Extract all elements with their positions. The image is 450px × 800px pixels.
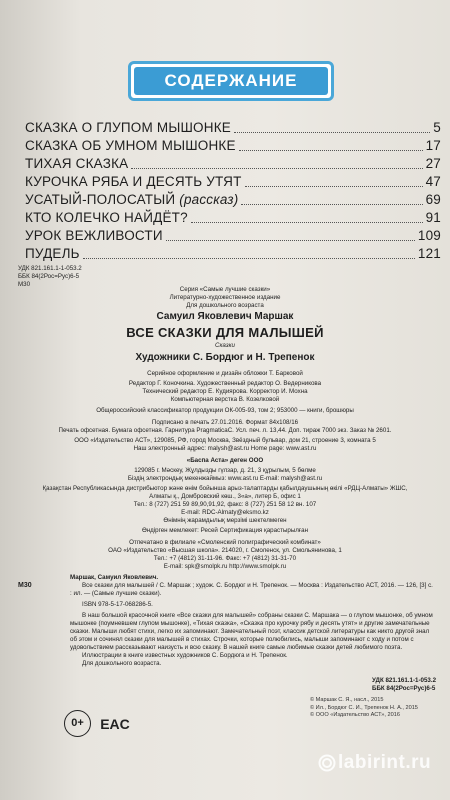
toc-entry-page: 109 [417, 228, 441, 243]
kazakh-publisher-line: Алматы қ., Домбровский көш., 3«а», литер Б, офис 1 [149, 493, 301, 500]
kazakh-publisher-line: Біздің электрондық мекенжаймыз: www.ast.ru E-mail: malysh@ast.ru [127, 475, 323, 482]
toc-entry-page: 27 [425, 156, 441, 171]
catalog-entry: Все сказки для малышей / С. Маршак ; худож. С. Бордюг и Н. Трепенок. — Москва : Издательство АСТ, 2016. — 126, [3] с. : ил. — (Самые лучшие сказки). [70, 582, 433, 597]
toc-entry [25, 191, 441, 209]
print-info: Печать офсетная. Бумага офсетная. Гарнитура PragmaticaC. Усл. печ. л. 13,44. Доп. тираж 7000 экз. Заказ № 2601. [58, 427, 392, 434]
copyright-block [310, 697, 418, 720]
publisher-contacts: Наш электронный адрес: malysh@ast.ru Home page: www.ast.ru [133, 445, 317, 452]
toc-entry-title: УРОК ВЕЖЛИВОСТИ [25, 228, 163, 243]
toc-leader-dots [83, 257, 415, 259]
copyright-line: © ООО «Издательство АСТ», 2016 [310, 712, 400, 718]
toc-leader-dots [166, 239, 415, 241]
kazakh-publisher-line: 129085 г. Мәскеу, Жұлдызды гүлзар, д. 21, 3 құрылым, 5 бөлме [134, 467, 316, 474]
credit-line: Редактор Г. Коночкина. Художественный редактор О. Ведерникова [128, 380, 322, 387]
printer-line: E-mail: spk@smolpk.ru http://www.smolpk.ru [163, 563, 287, 570]
illustrators: Художники С. Бордюг и Н. Трепенок [135, 352, 315, 363]
toc-entry-title: КТО КОЛЕЧКО НАЙДЁТ? [25, 210, 188, 225]
copyright-line: © Ил., Бордюг С. И., Трепенок Н. А., 2015 [310, 704, 418, 711]
printer-line: ОАО «Издательство «Высшая школа». 214020, г. Смоленск, ул. Смольянинова, 1 [108, 547, 342, 554]
illustrations-note: Иллюстрации в книге известных художников С. Бордюга и Н. Трепенок. [82, 652, 288, 659]
toc-entry-title: СКАЗКА ОБ УМНОМ МЫШОНКЕ [25, 138, 236, 153]
toc-entry-page: 17 [425, 138, 441, 153]
toc-entry-page: 69 [425, 192, 441, 207]
annotation: В наш большой красочной книге «Все сказки для малышей» собраны сказки С. Маршака — о глупом мышонке, об умном мышонке (поумневшем глупом мышонке), «Тихая сказка», «Сказка про курочку рябу и десять утят» и другие замечательные сказки. Малыши любят стихи, легко их запоминают. Замечательный поэт, классик детской литературы как никто другой знал об этом и сочинял сказки для малышей в стихах. Строчки, которые полюбились, малыши запоминают с ходу и потом с удовольствием рассказывают наизусть и всю сказку. В нашей книге самые любимые сказки детей любимого поэта. [70, 612, 433, 651]
toc-entry-title: ТИХАЯ СКАЗКА [25, 156, 129, 171]
book-author: Самуил Яковлевич Маршак [156, 311, 294, 322]
toc-entry [25, 173, 441, 191]
kazakh-publisher-line: Қазақстан Республикасында дистрибьютор және өнім бойынша арыз-талаптарды қабылдаушының өкілі «РДЦ-Алматы» ЖШС, [42, 485, 408, 492]
print-info: Подписано в печать 27.01.2016. Формат 84х108/16 [151, 419, 299, 426]
bbk-code: ББК 84(2Рос=Рус)6-5 [372, 685, 436, 692]
toc-leader-dots [234, 131, 430, 133]
printer-line: Тел.: +7 (4812) 31-11-96. Факс: +7 (4812) 31-31-70 [153, 555, 297, 562]
product-classifier: Общероссийский классификатор продукции ОК-005-93, том 2; 953000 — книги, брошюры [96, 407, 354, 414]
kazakh-publisher-line: E-mail: RDC-Almaty@eksmo.kz [181, 509, 269, 516]
audience-note: Для дошкольного возраста. [82, 660, 162, 667]
contents-header-box [128, 61, 334, 101]
series-line: Серия «Самые лучшие сказки» [179, 286, 271, 293]
toc-leader-dots [239, 149, 423, 151]
author-mark: М30 [18, 281, 31, 288]
catalog-card [70, 574, 435, 668]
toc-leader-dots [241, 203, 422, 205]
age-rating-badge: 0+ [64, 710, 91, 737]
toc-entry-page: 47 [425, 174, 441, 189]
toc-entry [25, 119, 441, 137]
labyrinth-logo-icon [318, 754, 336, 772]
toc-entry [25, 209, 441, 227]
toc-entry-title: УСАТЫЙ-ПОЛОСАТЫЙ (рассказ) [25, 192, 239, 207]
toc-entry [25, 155, 441, 173]
toc-entry-page: 5 [433, 120, 441, 135]
toc-leader-dots [131, 167, 422, 169]
toc-entry [25, 227, 441, 245]
bbk-code: ББК 84(2Рос=Рус)6-5 [18, 273, 80, 280]
contents-header-title: СОДЕРЖАНИЕ [134, 67, 328, 95]
udc-code: УДК 821.161.1-1-053.2 [18, 265, 82, 272]
toc-leader-dots [245, 185, 423, 187]
catalog-author: Маршак, Самуил Яковлевич. [70, 574, 159, 581]
credit-line: Компьютерная верстка В. Козелковой [170, 396, 280, 403]
publisher-address: ООО «Издательство АСТ», 129085, РФ, город Москва, Звёздный бульвар, дом 21, строение 3, комната 5 [74, 437, 376, 444]
udc-code: УДК 821.161.1-1-053.2 [372, 677, 437, 684]
audience-line: Для дошкольного возраста [186, 302, 264, 309]
credit-line: Серийное оформление и дизайн обложки Т. Барковой [147, 370, 303, 377]
site-watermark [318, 752, 431, 774]
eac-certification-icon [102, 711, 128, 735]
toc-entry-note: (рассказ) [179, 192, 239, 207]
kazakh-publisher-line: Тел.: 8 (727) 251 59 89,90,91,92, факс: 8 (727) 251 58 12 вн. 107 [133, 501, 317, 508]
toc-entry [25, 137, 441, 155]
eac-mark-text: EAC [100, 716, 130, 732]
edition-type: Литературно-художественное издание [169, 294, 281, 301]
book-title: ВСЕ СКАЗКИ ДЛЯ МАЛЫШЕЙ [126, 325, 324, 340]
catalog-code: М30 [18, 582, 32, 589]
isbn: ISBN 978-5-17-068286-5. [82, 601, 153, 608]
toc-entry-page: 91 [425, 210, 441, 225]
toc-entry-title: КУРОЧКА РЯБА И ДЕСЯТЬ УТЯТ [25, 174, 242, 189]
toc-entry [25, 245, 441, 263]
credit-line: Технический редактор Е. Кудиярова. Корректор И. Мохна [142, 388, 308, 395]
toc-entry-page: 121 [417, 246, 441, 261]
watermark-text: labirint.ru [338, 752, 432, 773]
toc-entry-title: СКАЗКА О ГЛУПОМ МЫШОНКЕ [25, 120, 231, 135]
toc-leader-dots [191, 221, 423, 223]
certification-line: Өндірген мемлекет: Ресей Сертификация қарастырылған [141, 527, 309, 534]
udc-classification-bottom [372, 677, 436, 693]
toc-entry-title: ПУДЕЛЬ [25, 246, 80, 261]
printer-line: Отпечатано в филиале «Смоленский полиграфический комбинат» [129, 539, 321, 546]
book-genre: Сказки [215, 342, 235, 349]
table-of-contents [25, 119, 441, 263]
kazakh-publisher-line: Өнімнің жарамдылық мерзімі шектелмеген [163, 517, 287, 524]
kazakh-publisher-title: «Баспа Аста» деген ООО [186, 457, 264, 464]
copyright-line: © Маршак С. Я., насл., 2015 [310, 697, 384, 703]
